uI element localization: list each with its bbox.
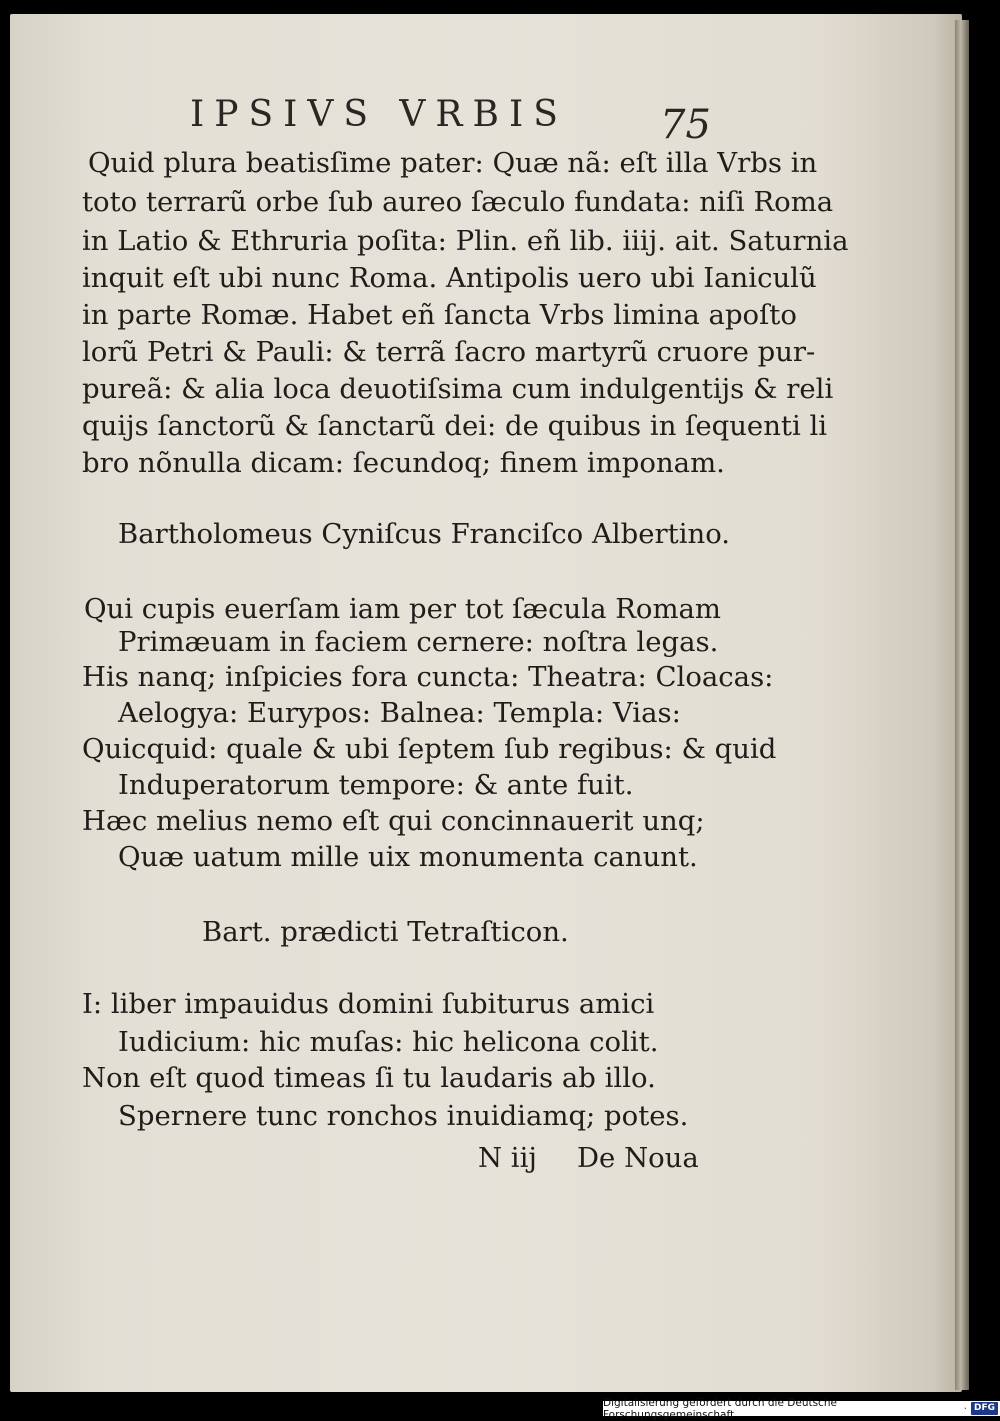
verse-line: Hæc melius nemo eſt qui concinnauerit unq; bbox=[82, 805, 705, 837]
prose-line: quijs ſanctorũ & ſanctarũ dei: de quibus in ſequenti li bbox=[82, 410, 828, 442]
prose-line: in Latio & Ethruria poſita: Plin. eñ lib. iiij. ait. Saturnia bbox=[82, 225, 849, 257]
verse-line: Quicquid: quale & ubi ſeptem ſub regibus: & quid bbox=[82, 733, 777, 765]
catchword: De Noua bbox=[577, 1142, 699, 1174]
verse-line: Induperatorum tempore: & ante fuit. bbox=[118, 769, 634, 801]
verse-line: His nanq; inſpicies fora cuncta: Theatra: Cloacas: bbox=[82, 661, 774, 693]
verse-line: Iudicium: hic muſas: hic helicona colit. bbox=[118, 1026, 659, 1058]
folio-number: 75 bbox=[660, 102, 711, 148]
verse-line: I: liber impauidus domini ſubiturus amici bbox=[82, 988, 655, 1020]
verse-line: Primæuam in faciem cernere: noſtra legas. bbox=[118, 626, 719, 658]
running-title: IPSIVS VRBIS bbox=[190, 94, 568, 135]
footer-text: Digitalisierung gefördert durch die Deutsche Forschungsgemeinschaft bbox=[603, 1396, 837, 1421]
prose-line: inquit eſt ubi nunc Roma. Antipolis uero ubi Ianiculũ bbox=[82, 262, 817, 294]
dfg-logo-icon: DFG bbox=[971, 1402, 998, 1415]
prose-line: Quid plura beatisſime pater: Quæ nã: eſt illa Vrbs in bbox=[88, 147, 818, 179]
section-heading: Bart. prædicti Tetraſticon. bbox=[202, 916, 569, 948]
section-heading: Bartholomeus Cyniſcus Franciſco Albertino. bbox=[118, 518, 731, 550]
page-edge bbox=[955, 20, 969, 1390]
footer-credit: Digitalisierung gefördert durch die Deutsche Forschungsgemeinschaft · DFG bbox=[603, 1401, 1000, 1416]
prose-line: pureã: & alia loca deuotiſsima cum indulgentijs & reli bbox=[82, 373, 834, 405]
prose-line: toto terrarũ orbe ſub aureo ſæculo fundata: niſi Roma bbox=[82, 186, 834, 218]
verse-line: Qui cupis euerſam iam per tot ſæcula Romam bbox=[84, 593, 722, 625]
verse-line: Spernere tunc ronchos inuidiamq; potes. bbox=[118, 1100, 689, 1132]
verse-line: Aelogya: Eurypos: Balnea: Templa: Vias: bbox=[118, 697, 681, 729]
verse-line: Quæ uatum mille uix monumenta canunt. bbox=[118, 841, 698, 873]
prose-line: lorũ Petri & Pauli: & terrã ſacro martyrũ cruore pur- bbox=[82, 336, 816, 368]
verse-line: Non eſt quod timeas ſi tu laudaris ab illo. bbox=[82, 1062, 656, 1094]
signature-mark: N iij bbox=[478, 1142, 537, 1174]
prose-line: bro nõnulla dicam: ſecundoq; finem imponam. bbox=[82, 447, 725, 479]
prose-line: in parte Romæ. Habet eñ ſancta Vrbs limina apoſto bbox=[82, 299, 797, 331]
